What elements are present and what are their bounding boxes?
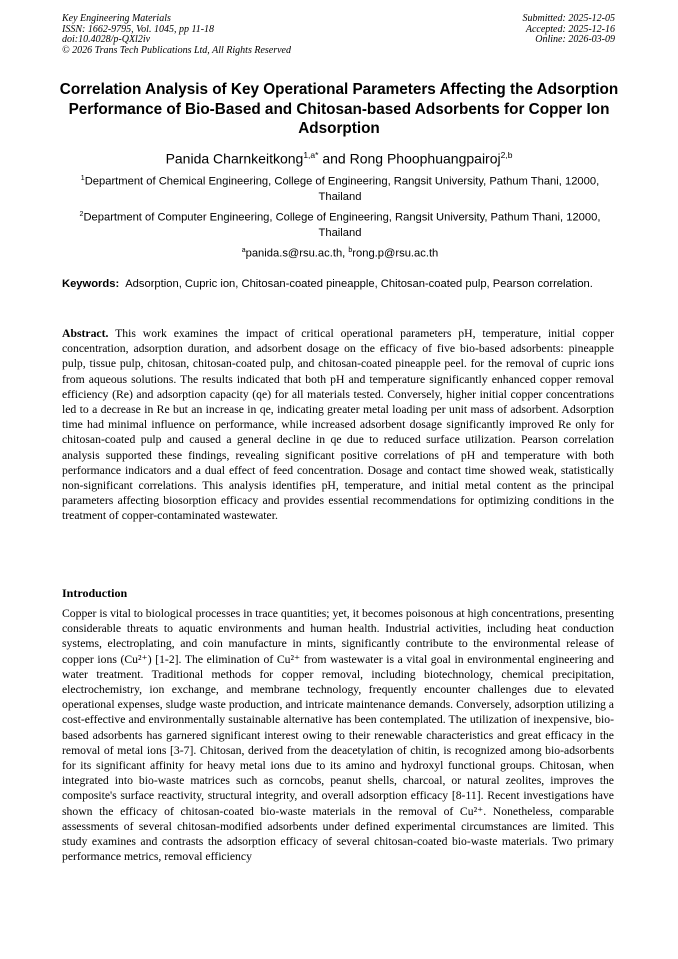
- abstract-block: [62, 326, 614, 524]
- email-b[interactable]: rong.p@rsu.ac.th: [352, 247, 439, 260]
- email-a[interactable]: panida.s@rsu.ac.th,: [245, 247, 349, 260]
- author-conjunction: and: [318, 150, 350, 167]
- author-1: Panida Charnkeitkong: [165, 150, 304, 167]
- affiliation-2: [58, 207, 622, 242]
- email-a-mark: a: [241, 247, 246, 254]
- affiliation-2-mark: 2: [79, 211, 84, 218]
- accepted-date: Accepted: 2025-12-16: [525, 23, 615, 35]
- author-line: [40, 146, 638, 168]
- author-2-marks: 2,b: [500, 150, 513, 160]
- copyright: © 2026 Trans Tech Publications Ltd, All Rights Reserved: [62, 44, 291, 56]
- abstract-text: This work examines the impact of critical operational parameters pH, temperature, initial copper concentration, adsorption duration, and adsorbent dosage on the efficacy of five bio-based adsorbents: pineapple pulp, tissue pulp, chitosan, chitosan-coated pulp, and chitosan-coated pineapple peel. for the removal of cupric ions from aqueous solutions. The results indicated that both pH and temperature significantly enhanced copper removal efficiency (Re) and adsorption capacity (qe) for all materials tested. Conversely, higher initial copper concentrations led to a decrease in Re but an increase in qe, indicating greater metal loading per unit mass of adsorbent. Adsorption time had minimal influence on performance, while increased adsorbent dosage significantly improved Re only for chitosan-coated pulp and caused a general decline in qe due to reduced surface utilization. Pearson correlation analysis supported these findings, revealing significant positive correlations of pH and temperature with both performance indicators and a dual effect of feed concentration. Dosage and contact time showed weak, statistically non-significant correlations. This analysis identifies pH, temperature, and initial metal content as the principal parameters affecting biosorption efficacy and provides essential recommendations for optimizing conditions in the treatment of copper-contaminated wastewater.: [62, 327, 614, 523]
- affiliation-2-text: Department of Computer Engineering, College of Engineering, Rangsit University, Pathum Thani, 12000, Thailand: [83, 211, 601, 240]
- doi: doi:10.4028/p-QXl2iv: [62, 34, 151, 46]
- issn: ISSN: 1662-9795, Vol. 1045, pp 11-18: [62, 23, 215, 35]
- abstract-label: Abstract.: [62, 327, 109, 340]
- submitted-date: Submitted: 2025-12-05: [522, 13, 615, 24]
- author-2: Rong Phoophuangpairoj: [349, 150, 501, 167]
- journal-name: Key Engineering Materials: [62, 13, 171, 24]
- introduction-text: Copper is vital to biological processes in trace quantities; yet, it becomes poisonous at high concentrations, presenting considerable threats to aquatic environments and human health. Industrial activities, including heat conduction systems, electroplating, and coin manufacture in mints, significantly contribute to the environmental release of copper ions (Cu²⁺) [1-2]. The elimination of Cu²⁺ from wastewater is a vital goal in environmental engineering and water treatment. Traditional methods for copper removal, including biotechnology, chemical precipitation, electrochemistry, ion exchange, and membrane technology, frequently encounter challenges due to elevated operational expenses, sludge waste production, and intricate maintenance demands. Conversely, adsorption utilizing a cost-effective and environmentally sustainable alternative has been contemplated. The utilization of inexpensive, bio-based adsorbents has garnered significant interest owing to their renewable characteristics and great efficacy in the removal of metal ions [3-7]. Chitosan, derived from the deacetylation of chitin, is recognized among bio-adsorbents for its significant affinity for heavy metal ions due to its amino and hydroxyl functional groups. Chitosan, when integrated into bio-waste matrices such as corncobs, peanut shells, charcoal, or natural zeolites, improves the composite's surface reactivity, structural integrity, and overall adsorption efficacy [8-11]. Recent investigations have shown the efficacy of chitosan-coated bio-waste materials in the removal of Cu²⁺. Nonetheless, comparable assessments of several chitosan-modified adsorbents under defined experimental circumstances are limited. This study examines and contrasts the adsorption efficacy of several chitosan-coated bio-waste materials. Two primary performance metrics, removal efficiency: [62, 607, 614, 864]
- dates-header: [523, 14, 616, 46]
- keywords-text: Adsorption, Cupric ion, Chitosan-coated pineapple, Chitosan-coated pulp, Pearson correlation.: [125, 278, 593, 290]
- author-1-marks: 1,a*: [303, 150, 319, 160]
- affiliation-1: [58, 171, 622, 206]
- affiliation-1-text: Department of Chemical Engineering, College of Engineering, Rangsit University, Pathum Thani, 12000, Thailand: [84, 175, 600, 204]
- email-b-mark: b: [348, 247, 353, 254]
- keywords-label: Keywords:: [62, 278, 120, 290]
- journal-header: [62, 14, 291, 56]
- paper-title: Correlation Analysis of Key Operational Parameters Affecting the Adsorption Performance of Bio-Based and Chitosan-based Adsorbents for Copper Ion Adsorption: [59, 81, 619, 137]
- affiliation-1-mark: 1: [80, 175, 85, 182]
- online-date: Online: 2026-03-09: [535, 34, 615, 46]
- introduction-heading: Introduction: [62, 586, 128, 600]
- keywords-block: [62, 277, 614, 292]
- email-line: [58, 243, 622, 262]
